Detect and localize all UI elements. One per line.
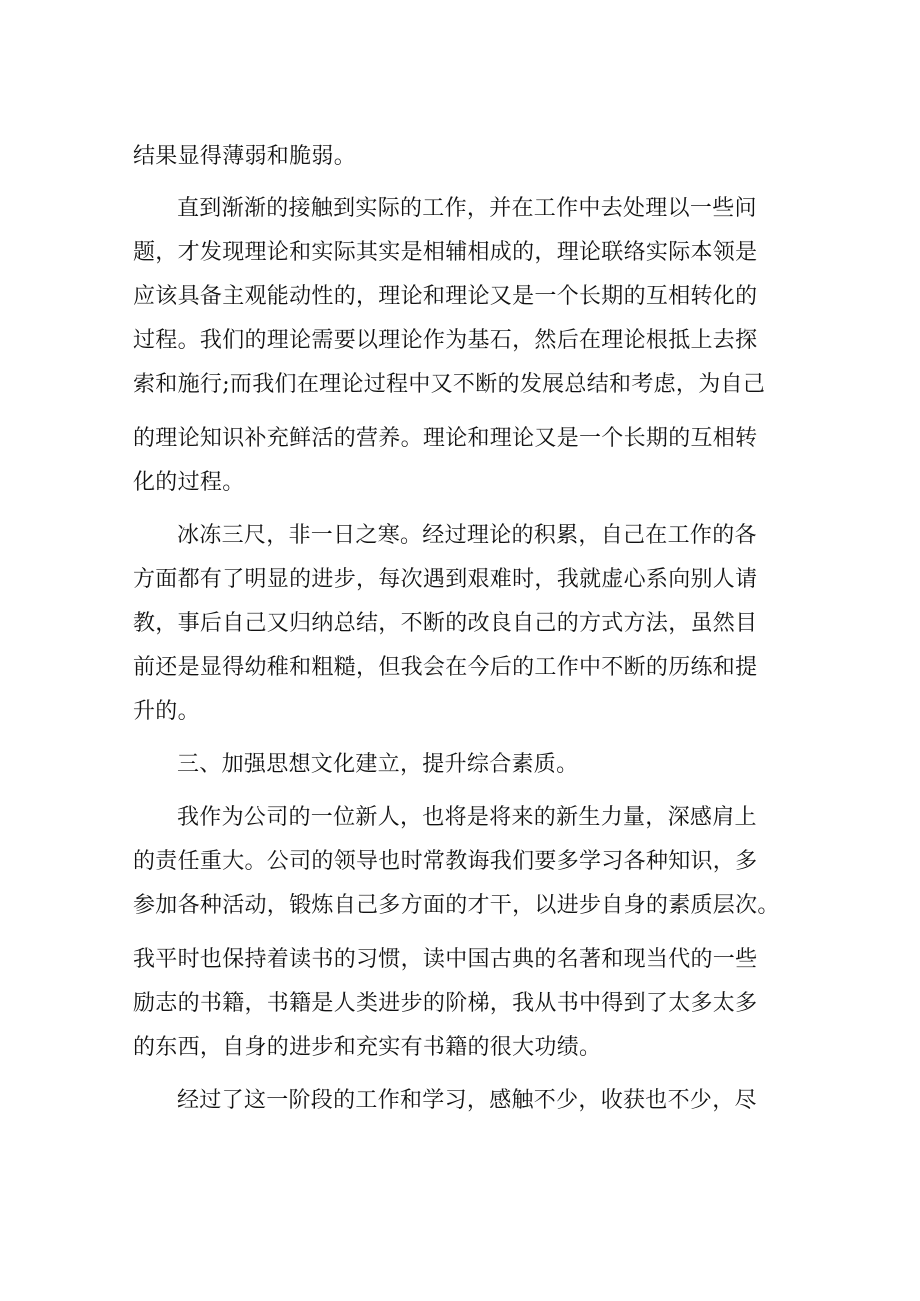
paragraph-line: 励志的书籍，书籍是人类进步的阶梯，我从书中得到了太多太多: [133, 991, 758, 1016]
paragraph-line: 前还是显得幼稚和粗糙，但我会在今后的工作中不断的历练和提: [133, 655, 758, 680]
paragraph-line: 过程。我们的理论需要以理论作为基石，然后在理论根抵上去探: [133, 328, 758, 353]
paragraph-line: 冰冻三尺，非一日之寒。经过理论的积累，自己在工作的各: [177, 523, 757, 548]
paragraph-line: 应该具备主观能动性的，理论和理论又是一个长期的互相转化的: [133, 284, 758, 309]
paragraph-line: 我作为公司的一位新人，也将是将来的新生力量，深感肩上: [177, 805, 757, 830]
paragraph-line: 的理论知识补充鲜活的营养。理论和理论又是一个长期的互相转: [133, 426, 758, 451]
paragraph-line: 教，事后自己又归纳总结，不断的改良自己的方式方法，虽然目: [133, 611, 758, 636]
paragraph-line: 升的。: [133, 699, 200, 724]
paragraph-line: 题，才发现理论和实际其实是相辅相成的，理论联络实际本领是: [133, 240, 758, 265]
paragraph-line: 的东西，自身的进步和充实有书籍的很大功绩。: [133, 1035, 602, 1060]
paragraph-line: 的责任重大。公司的领导也时常教诲我们要多学习各种知识，多: [133, 849, 758, 874]
section-heading: 三、加强思想文化建立，提升综合素质。: [177, 752, 579, 777]
paragraph-line: 化的过程。: [133, 470, 245, 495]
paragraph-line: 直到渐渐的接触到实际的工作，并在工作中去处理以一些问: [177, 196, 757, 221]
paragraph-line: 方面都有了明显的进步，每次遇到艰难时，我就虚心系向别人请: [133, 567, 758, 592]
paragraph-line: 我平时也保持着读书的习惯，读中国古典的名著和现当代的一些: [133, 947, 758, 972]
paragraph-line: 索和施行;而我们在理论过程中又不断的发展总结和考虑，为自己: [133, 372, 766, 397]
paragraph-line: 结果显得薄弱和脆弱。: [133, 144, 357, 169]
paragraph-line: 参加各种活动，锻炼自己多方面的才干，以进步自身的素质层次。: [133, 893, 780, 918]
paragraph-line: 经过了这一阶段的工作和学习，感触不少，收获也不少，尽: [177, 1088, 757, 1113]
